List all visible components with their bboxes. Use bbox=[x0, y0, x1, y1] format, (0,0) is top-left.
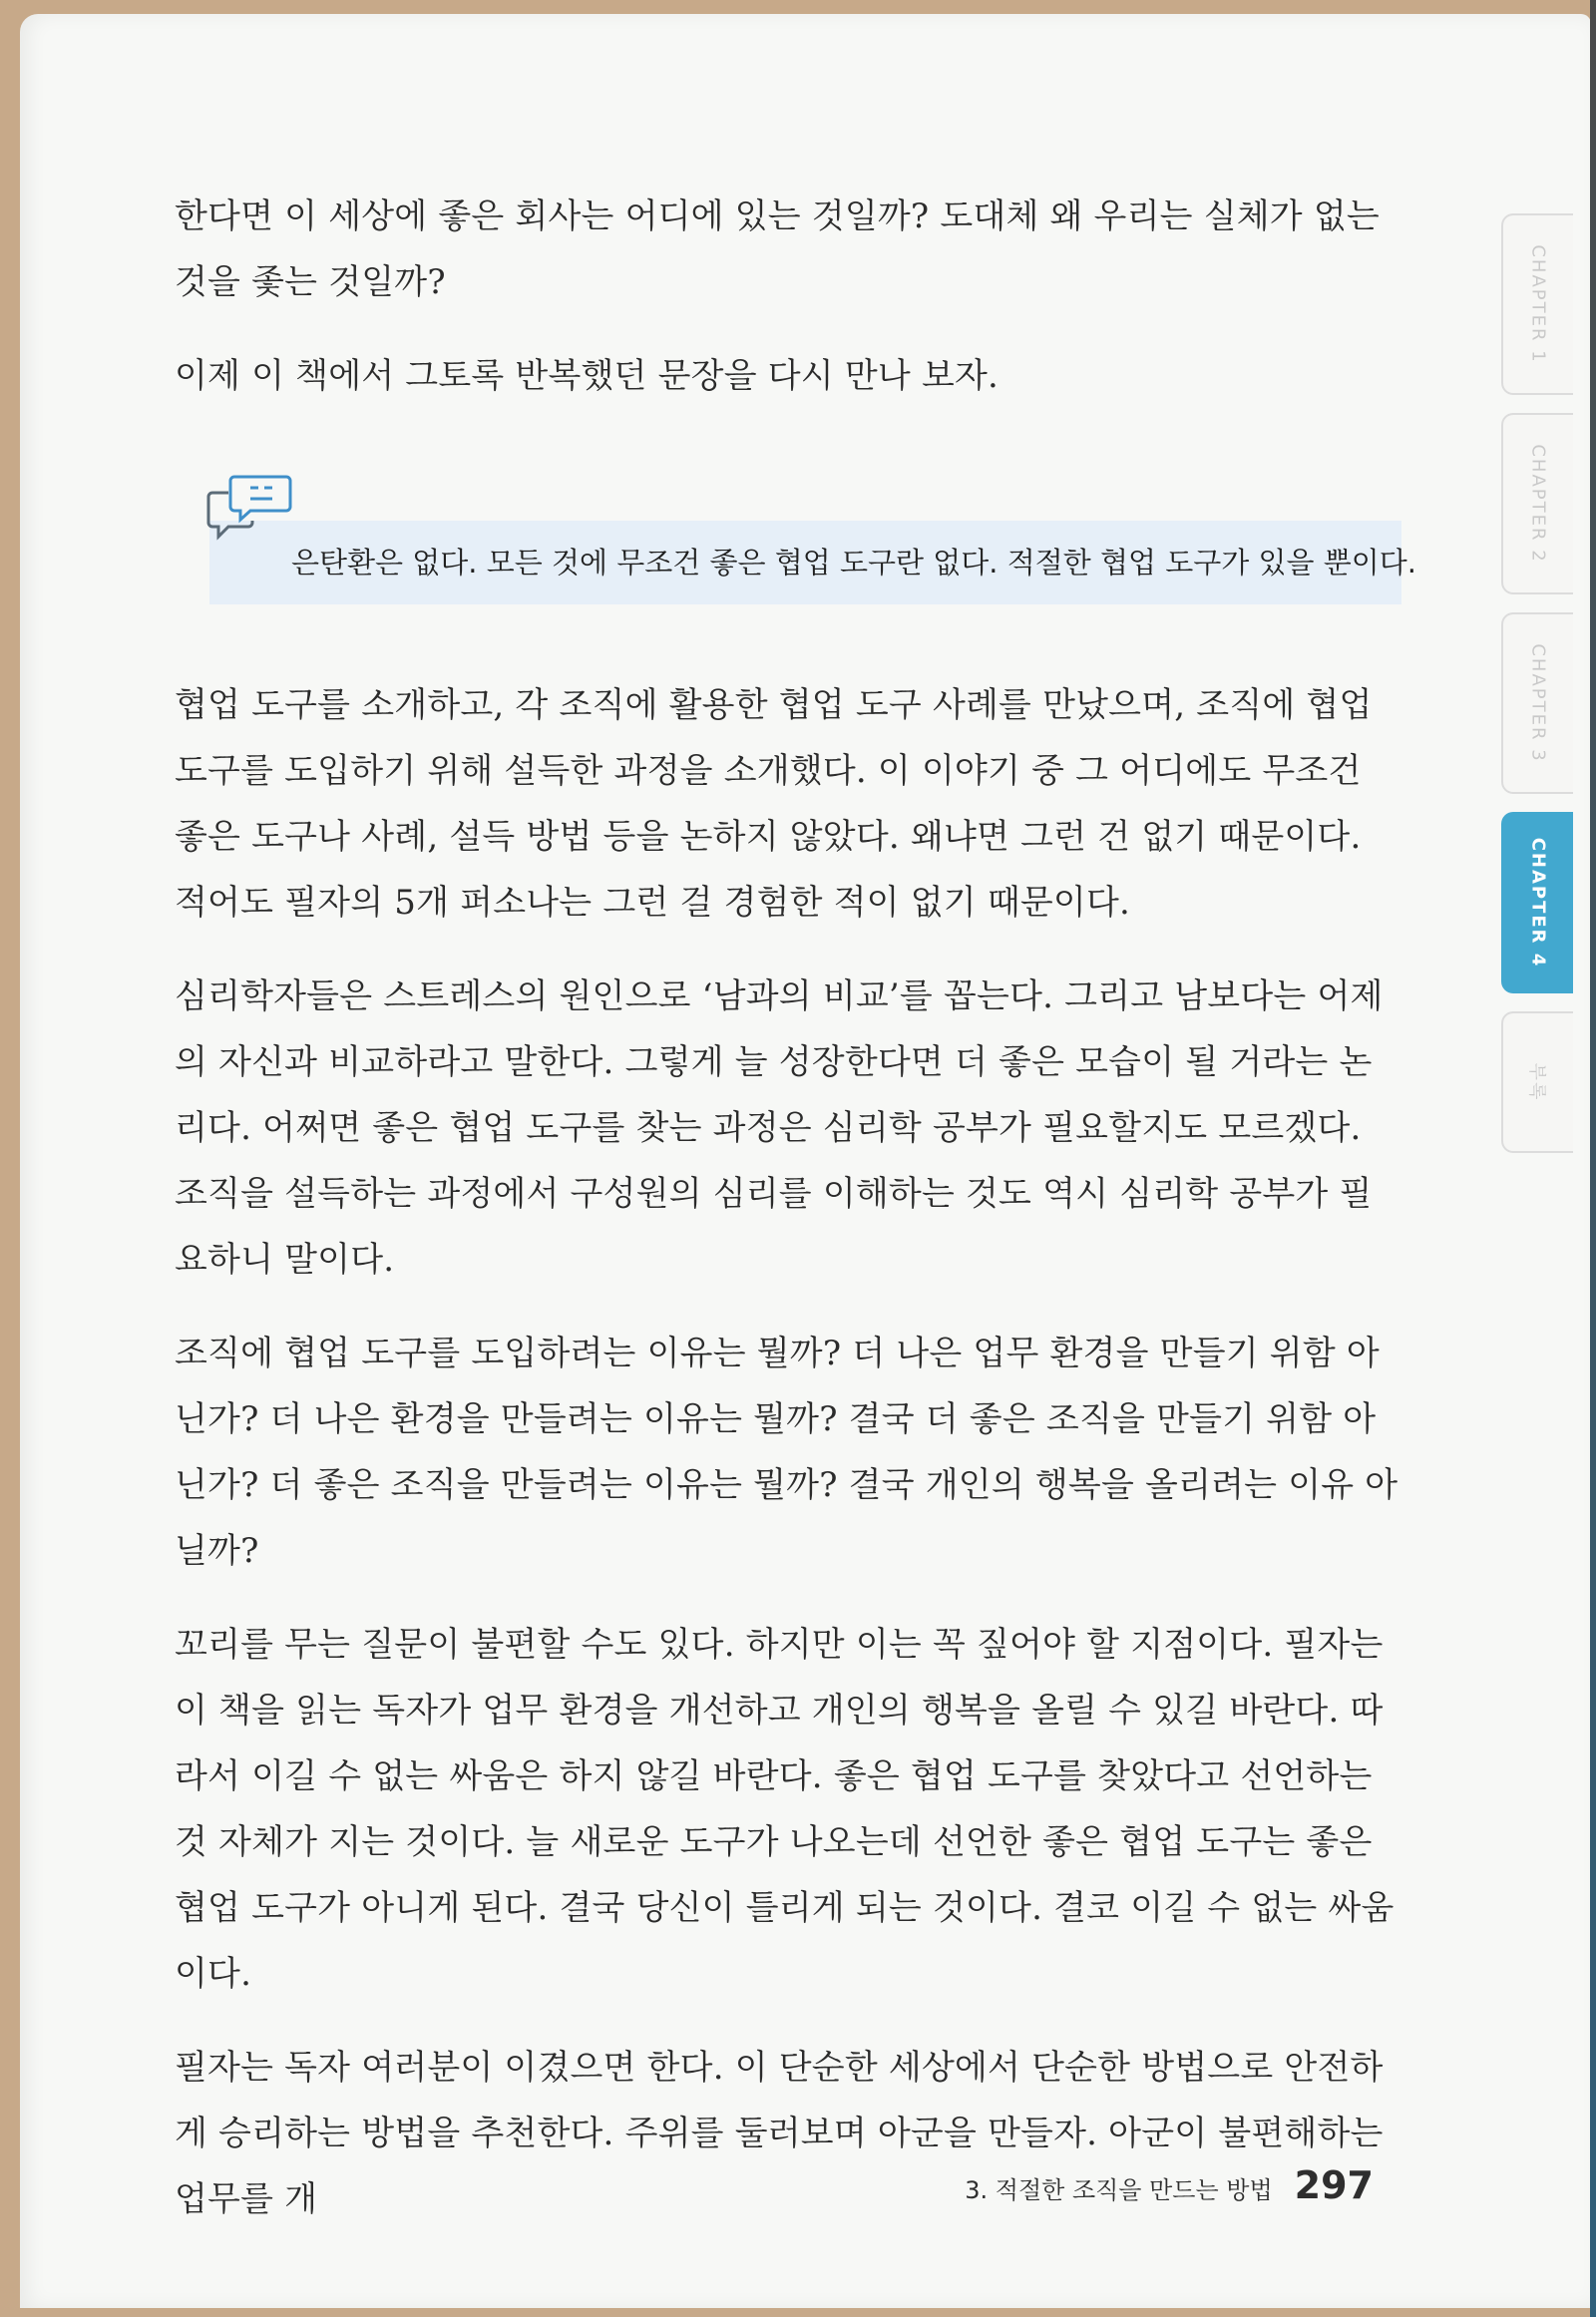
page-body bbox=[175, 184, 1416, 2260]
paragraph-4: 심리학자들은 스트레스의 원인으로 ‘남과의 비교’를 꼽는다. 그리고 남보다는 어제의 자신과 비교하라고 말한다. 그렇게 늘 성장한다면 더 좋은 모습이 될 거라는 논리다. 어쩌면 좋은 협업 도구를 찾는 과정은 심리학 공부가 필요할지도 모르겠다. 조직을 설득하는 과정에서 구성원의 심리를 이해하는 것도 역시 심리학 공부가 필요하니 말이다. bbox=[175, 976, 1384, 1280]
tab-chapter-2 bbox=[1501, 413, 1573, 594]
book-page bbox=[20, 14, 1591, 2308]
tab-label: 부록 bbox=[1526, 1062, 1547, 1102]
tab-label: CHAPTER 3 bbox=[1527, 643, 1549, 763]
paragraph-3: 협업 도구를 소개하고, 각 조직에 활용한 협업 도구 사례를 만났으며, 조직에 협업 도구를 도입하기 위해 설득한 과정을 소개했다. 이 이야기 중 그 어디에도 무조건 좋은 도구나 사례, 설득 방법 등을 논하지 않았다. 왜냐면 그런 건 없기 때문이다. 적어도 필자의 5개 퍼소나는 그런 걸 경험한 적이 없기 때문이다. bbox=[175, 685, 1373, 923]
section-title: 3. 적절한 조직을 만드는 방법 bbox=[965, 2176, 1273, 2204]
chapter-tabs bbox=[1501, 213, 1571, 1171]
paragraph-6: 꼬리를 무는 질문이 불편할 수도 있다. 하지만 이는 꼭 짚어야 할 지점이다. 필자는 이 책을 읽는 독자가 업무 환경을 개선하고 개인의 행복을 올릴 수 있길 바란다. 따라서 이길 수 없는 싸움은 하지 않길 바란다. 좋은 협업 도구를 찾았다고 선언하는 것 자체가 지는 것이다. 늘 새로운 도구가 나오는데 선언한 좋은 협업 도구는 좋은 협업 도구가 아니게 된다. 결국 당신이 틀리게 되는 것이다. 결코 이길 수 없는 싸움이다. bbox=[175, 1625, 1395, 1994]
callout-text: 은탄환은 없다. 모든 것에 무조건 좋은 협업 도구란 없다. 적절한 협업 도구가 있을 뿐이다. bbox=[291, 546, 1416, 579]
tab-chapter-3 bbox=[1501, 612, 1573, 794]
tab-chapter-1 bbox=[1501, 213, 1573, 395]
chat-bubbles-icon bbox=[204, 471, 294, 541]
paragraph-1: 한다면 이 세상에 좋은 회사는 어디에 있는 것일까? 도대체 왜 우리는 실체가 없는 것을 좇는 것일까? bbox=[175, 196, 1380, 302]
page-footer bbox=[965, 2163, 1374, 2207]
tab-label: CHAPTER 4 bbox=[1527, 837, 1549, 968]
tab-appendix bbox=[1501, 1011, 1573, 1153]
tab-chapter-4 bbox=[1501, 812, 1573, 993]
paragraph-2: 이제 이 책에서 그토록 반복했던 문장을 다시 만나 보자. bbox=[175, 356, 999, 396]
callout-box bbox=[209, 471, 1416, 604]
paragraph-7: 필자는 독자 여러분이 이겼으면 한다. 이 단순한 세상에서 단순한 방법으로 안전하게 승리하는 방법을 추천한다. 주위를 둘러보며 아군을 만들자. 아군이 불편해하는 업무를 개 bbox=[175, 2048, 1384, 2219]
page-number: 297 bbox=[1294, 2163, 1374, 2207]
tab-label: CHAPTER 1 bbox=[1527, 244, 1549, 364]
book-edge bbox=[1590, 0, 1596, 2317]
paragraph-5: 조직에 협업 도구를 도입하려는 이유는 뭘까? 더 나은 업무 환경을 만들기 위함 아닌가? 더 나은 환경을 만들려는 이유는 뭘까? 결국 더 좋은 조직을 만들기 위함 아닌가? 더 좋은 조직을 만들려는 이유는 뭘까? 결국 개인의 행복을 올리려는 이유 아닐까? bbox=[175, 1334, 1398, 1571]
tab-label: CHAPTER 2 bbox=[1527, 444, 1549, 564]
